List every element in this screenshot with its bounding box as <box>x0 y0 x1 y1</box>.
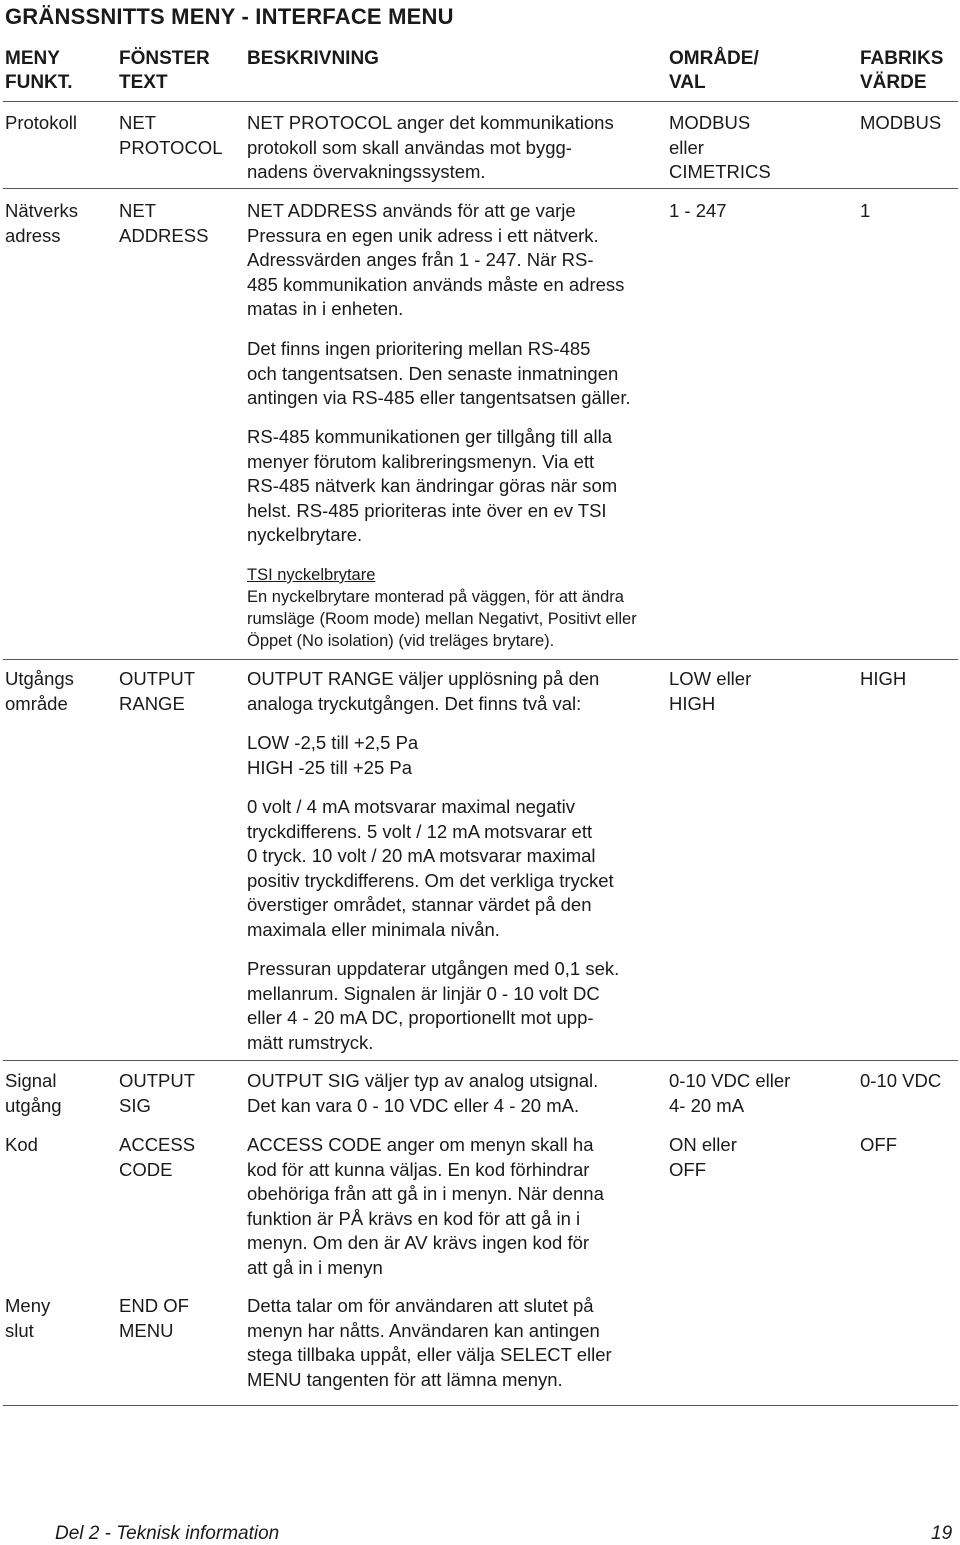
text-line: funktion är PÅ krävs en kod för att gå in i <box>247 1207 581 1229</box>
text-line: överstiger området, stannar värdet på den <box>247 894 592 915</box>
row-address-menu <box>5 199 78 248</box>
cell-line: ON eller <box>669 1134 737 1155</box>
note-heading: TSI nyckelbrytare <box>247 566 376 584</box>
text-line: NET PROTOCOL anger det kommunikations <box>247 112 614 133</box>
row-access-code-description <box>247 1133 604 1280</box>
text-line: Det kan vara 0 - 10 VDC eller 4 - 20 mA. <box>247 1094 580 1116</box>
cell-line: eller <box>669 136 704 158</box>
text-line: menyn. Om den är AV krävs ingen kod för <box>247 1232 590 1253</box>
row-output-sig-window <box>119 1069 195 1118</box>
cell-line: utgång <box>5 1094 62 1116</box>
row-access-code-menu <box>5 1133 38 1158</box>
row-output-sig-description <box>247 1069 598 1118</box>
row-output-range-paragraph-2 <box>247 731 418 780</box>
header-description <box>247 47 379 71</box>
text-line: rumsläge (Room mode) mellan Negativt, Positivt eller <box>247 610 637 628</box>
text-line: LOW -2,5 till +2,5 Pa <box>247 732 419 753</box>
row-divider <box>3 659 958 660</box>
cell-line: slut <box>5 1319 34 1341</box>
text-line: nyckelbrytare. <box>247 524 363 545</box>
row-protocol-default <box>860 111 941 136</box>
row-access-code-default <box>860 1133 897 1158</box>
cell-line: MODBUS <box>860 112 942 133</box>
row-protocol-window <box>119 111 222 160</box>
text-line: att gå in i menyn <box>247 1256 383 1278</box>
cell-line: HIGH <box>669 692 716 714</box>
header-window-text <box>119 47 210 95</box>
row-divider <box>3 1060 958 1061</box>
cell-line: OFF <box>860 1134 897 1155</box>
text-line: 0 volt / 4 mA motsvarar maximal negativ <box>247 796 575 817</box>
text-line: protokoll som skall användas mot bygg- <box>247 136 572 158</box>
row-address-default <box>860 199 870 224</box>
cell-line: 0-10 VDC eller <box>669 1070 791 1091</box>
header-range <box>669 47 759 95</box>
text-line: OUTPUT SIG väljer typ av analog utsignal. <box>247 1070 599 1091</box>
cell-line: Utgångs <box>5 668 74 689</box>
cell-line: MODBUS <box>669 112 751 133</box>
text-line: Öppet (No isolation) (vid treläges brytare). <box>247 632 555 650</box>
page-title: GRÄNSSNITTS MENY - INTERFACE MENU <box>5 4 454 29</box>
row-address-window <box>119 199 208 248</box>
text-line: 485 kommunikation används måste en adress <box>247 273 625 295</box>
cell-line: NET <box>119 112 156 133</box>
text-line: tryckdifferens. 5 volt / 12 mA motsvarar ett <box>247 820 593 842</box>
header-line: OMRÅDE/ <box>669 48 759 69</box>
text-line: kod för att kunna väljas. En kod förhindrar <box>247 1158 590 1180</box>
cell-line: END OF <box>119 1295 189 1316</box>
text-line: maximala eller minimala nivån. <box>247 918 500 940</box>
text-line: Det finns ingen prioritering mellan RS-485 <box>247 338 591 359</box>
row-protocol-menu <box>5 111 77 136</box>
header-line: TEXT <box>119 72 168 93</box>
text-line: stega tillbaka uppåt, eller välja SELECT eller <box>247 1344 612 1365</box>
text-line: eller 4 - 20 mA DC, proportionellt mot upp- <box>247 1007 594 1028</box>
header-line: VAL <box>669 72 706 93</box>
text-line: ACCESS CODE anger om menyn skall ha <box>247 1134 594 1155</box>
footer-section-label: Del 2 - Teknisk information <box>55 1523 280 1544</box>
row-output-range-range <box>669 667 751 716</box>
text-line: mätt rumstryck. <box>247 1031 374 1053</box>
cell-line: Meny <box>5 1295 51 1316</box>
cell-line: LOW eller <box>669 668 752 689</box>
row-output-sig-menu <box>5 1069 62 1118</box>
text-line: analoga tryckutgången. Det finns två val: <box>247 692 582 714</box>
header-line: BESKRIVNING <box>247 48 379 69</box>
cell-line: CIMETRICS <box>669 161 771 182</box>
text-line: obehöriga från att gå in i menyn. När denna <box>247 1183 604 1204</box>
text-line: antingen via RS-485 eller tangentsatsen gäller. <box>247 387 631 408</box>
cell-line: Kod <box>5 1134 38 1155</box>
row-address-range <box>669 199 727 224</box>
header-divider <box>3 101 958 102</box>
cell-line: OFF <box>669 1158 706 1180</box>
text-line: menyer förutom kalibreringsmenyn. Via ett <box>247 450 595 472</box>
row-protocol-range <box>669 111 771 185</box>
row-divider <box>3 188 958 189</box>
text-line: HIGH -25 till +25 Pa <box>247 756 413 778</box>
text-line: MENU tangenten för att lämna menyn. <box>247 1368 563 1390</box>
text-line: En nyckelbrytare monterad på väggen, för att ändra <box>247 588 624 606</box>
row-output-range-menu <box>5 667 74 716</box>
text-line: Pressuran uppdaterar utgången med 0,1 sek. <box>247 958 620 979</box>
text-line: OUTPUT RANGE väljer upplösning på den <box>247 668 600 689</box>
header-menu-function <box>5 47 73 95</box>
header-line: MENY <box>5 48 60 69</box>
row-address-paragraph-1 <box>247 199 624 322</box>
text-line: mellanrum. Signalen är linjär 0 - 10 volt DC <box>247 982 600 1004</box>
cell-line: 4- 20 mA <box>669 1094 745 1116</box>
row-access-code-range <box>669 1133 737 1182</box>
cell-line: PROTOCOL <box>119 136 223 158</box>
cell-line: CODE <box>119 1158 173 1180</box>
text-line: positiv tryckdifferens. Om det verkliga trycket <box>247 869 614 891</box>
cell-line: OUTPUT <box>119 1070 196 1091</box>
cell-line: område <box>5 692 68 714</box>
cell-line: SIG <box>119 1094 151 1116</box>
header-line: VÄRDE <box>860 72 927 93</box>
row-address-note <box>247 564 637 652</box>
text-line: Adressvärden anges från 1 - 247. När RS- <box>247 249 594 270</box>
table-bottom-divider <box>3 1405 958 1406</box>
cell-line: 1 - 247 <box>669 200 727 221</box>
cell-line: NET <box>119 200 156 221</box>
text-line: Pressura en egen unik adress i ett nätverk. <box>247 224 599 246</box>
cell-line: HIGH <box>860 668 907 689</box>
text-line: nadens övervakningssystem. <box>247 161 486 182</box>
header-line: FUNKT. <box>5 72 73 93</box>
text-line: 0 tryck. 10 volt / 20 mA motsvarar maximal <box>247 845 596 866</box>
text-line: matas in i enheten. <box>247 298 404 319</box>
row-output-range-window <box>119 667 195 716</box>
cell-line: 1 <box>860 200 871 221</box>
row-output-range-paragraph-4 <box>247 957 619 1055</box>
header-default <box>860 47 943 95</box>
row-address-paragraph-3 <box>247 425 617 548</box>
page-number: 19 <box>931 1523 953 1544</box>
row-protocol-description <box>247 111 614 185</box>
cell-line: MENU <box>119 1319 174 1341</box>
row-output-range-paragraph-1 <box>247 667 599 716</box>
cell-line: ADDRESS <box>119 224 209 246</box>
text-line: RS-485 kommunikationen ger tillgång till alla <box>247 426 613 447</box>
row-output-sig-range <box>669 1069 790 1118</box>
text-line: helst. RS-485 prioriteras inte över en ev TSI <box>247 499 607 521</box>
text-line: och tangentsatsen. Den senaste inmatningen <box>247 362 619 384</box>
row-end-menu-window <box>119 1294 189 1343</box>
text-line: NET ADDRESS används för att ge varje <box>247 200 576 221</box>
row-address-paragraph-2 <box>247 337 631 411</box>
row-access-code-window <box>119 1133 195 1182</box>
row-end-menu-menu <box>5 1294 50 1343</box>
row-end-menu-description <box>247 1294 612 1392</box>
header-line: FABRIKS <box>860 48 944 69</box>
row-output-range-paragraph-3 <box>247 795 614 942</box>
cell-line: Nätverks <box>5 200 78 221</box>
text-line: menyn har nåtts. Användaren kan antingen <box>247 1319 600 1341</box>
cell-line: 0-10 VDC <box>860 1070 942 1091</box>
row-output-range-default <box>860 667 906 692</box>
cell-line: ACCESS <box>119 1134 196 1155</box>
text-line: Detta talar om för användaren att slutet på <box>247 1295 594 1316</box>
cell-line: OUTPUT <box>119 668 196 689</box>
text-line: RS-485 nätverk kan ändringar göras när som <box>247 475 618 496</box>
cell-line: RANGE <box>119 692 185 714</box>
header-line: FÖNSTER <box>119 48 210 69</box>
cell-line: Signal <box>5 1070 57 1091</box>
row-output-sig-default <box>860 1069 941 1094</box>
cell-line: adress <box>5 224 61 246</box>
cell-line: Protokoll <box>5 112 77 133</box>
